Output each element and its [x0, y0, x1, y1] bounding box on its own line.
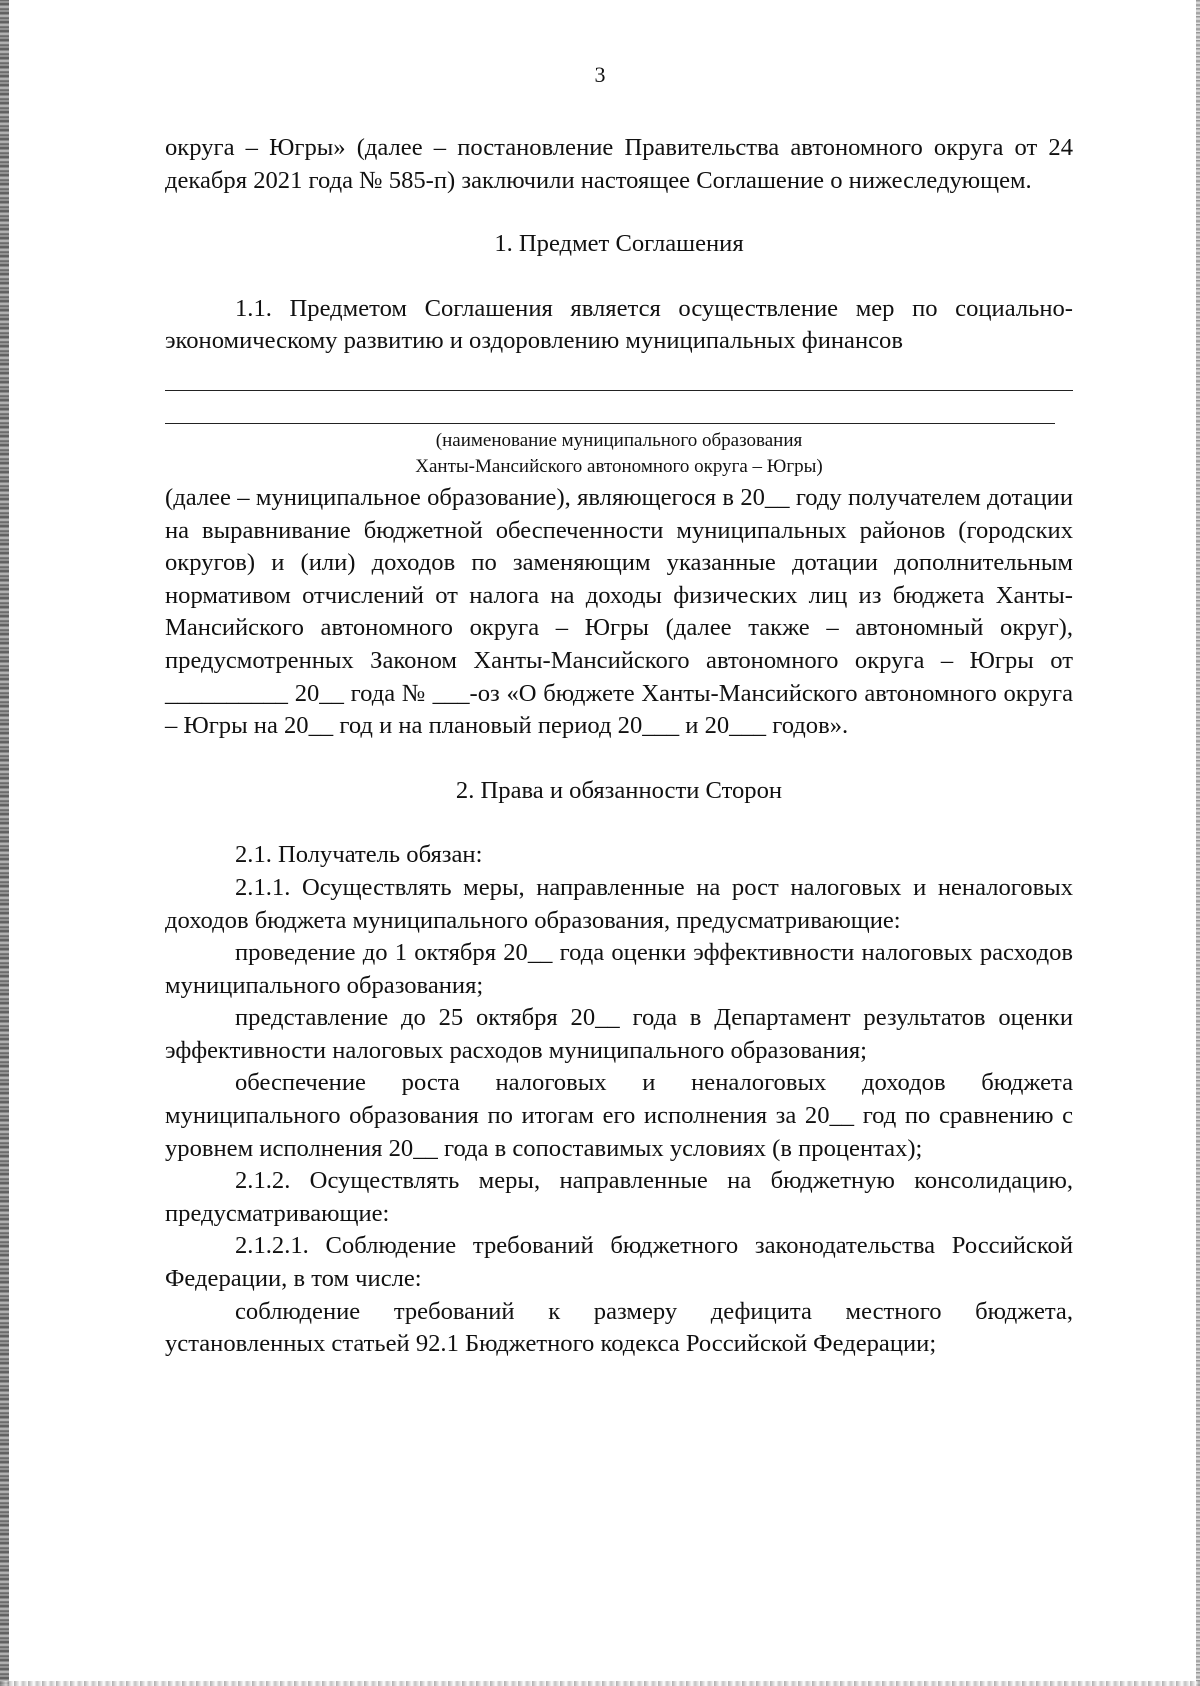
fill-in-line — [165, 401, 1055, 424]
page-number: 3 — [594, 62, 606, 87]
intro-paragraph: округа – Югры» (далее – постановление Правительства автономного округа от 24 декабря 2021 года № 585-п) заключили настоящее Соглашение о нижеследующем. — [165, 134, 1073, 194]
section-1-heading: 1. Предмет Соглашения — [494, 230, 744, 258]
scan-edge-right — [1196, 0, 1200, 1686]
fill-in-line — [165, 368, 1073, 391]
caption-line: Ханты-Мансийского автономного округа – Югры) — [415, 455, 823, 477]
clause-2-1-1-item: проведение до 1 октября 20__ года оценки эффективности налоговых расходов муниципального образования; — [165, 939, 1073, 999]
section-2-heading: 2. Права и обязанности Сторон — [455, 776, 783, 804]
document-body — [165, 132, 1073, 1361]
clause-2-1-1-item: обеспечение роста налоговых и неналоговых доходов бюджета муниципального образования по итогам его исполнения за 20__ год по сравнению с уровнем исполнения 20__ года в сопоставимых условиях (в процентах); — [165, 1069, 1073, 1162]
clause-2-1: 2.1. Получатель обязан: — [235, 841, 483, 869]
clause-2-1-1: 2.1.1. Осуществлять меры, направленные на рост налоговых и неналоговых доходов бюджета муниципального образования, предусматривающие: — [165, 873, 1073, 934]
fill-in-caption — [165, 428, 1073, 480]
clause-1-1: 1.1. Предметом Соглашения является осуществление мер по социально-экономическому развитию и оздоровлению муниципальных финансов — [165, 294, 1073, 355]
clause-1-1-continuation: (далее – муниципальное образование), являющегося в 20__ году получателем дотации на выравнивание бюджетной обеспеченности муниципальных районов (городских округов) и (или) доходов по заменяющим указанные дотации дополнительным нормативом отчислений от налога на доходы физических лиц из бюджета Ханты-Мансийского автономного округа – Югры (далее также – автономный округ), предусмотренных Законом Ханты-Мансийского автономного округа – Югры от __________ 20__ года № ___-оз «О бюджете Ханты-Мансийского автономного округа – Югры на 20__ год и на плановый период 20___ и 20___ годов». — [165, 483, 1073, 740]
clause-2-1-2-1-item: соблюдение требований к размеру дефицита местного бюджета, установленных статьей 92.1 Бюджетного кодекса Российской Федерации; — [165, 1297, 1073, 1358]
caption-line: (наименование муниципального образования — [435, 429, 803, 451]
clause-2-1-1-item: представление до 25 октября 20__ года в Департамент результатов оценки эффективности налоговых расходов муниципального образования; — [165, 1004, 1073, 1064]
scan-edge-bottom — [0, 1681, 1200, 1686]
scan-edge-left — [0, 0, 9, 1686]
clause-2-1-2: 2.1.2. Осуществлять меры, направленные на бюджетную консолидацию, предусматривающие: — [165, 1167, 1073, 1227]
clause-2-1-2-1: 2.1.2.1. Соблюдение требований бюджетного законодательства Российской Федерации, в том числе: — [165, 1232, 1073, 1293]
